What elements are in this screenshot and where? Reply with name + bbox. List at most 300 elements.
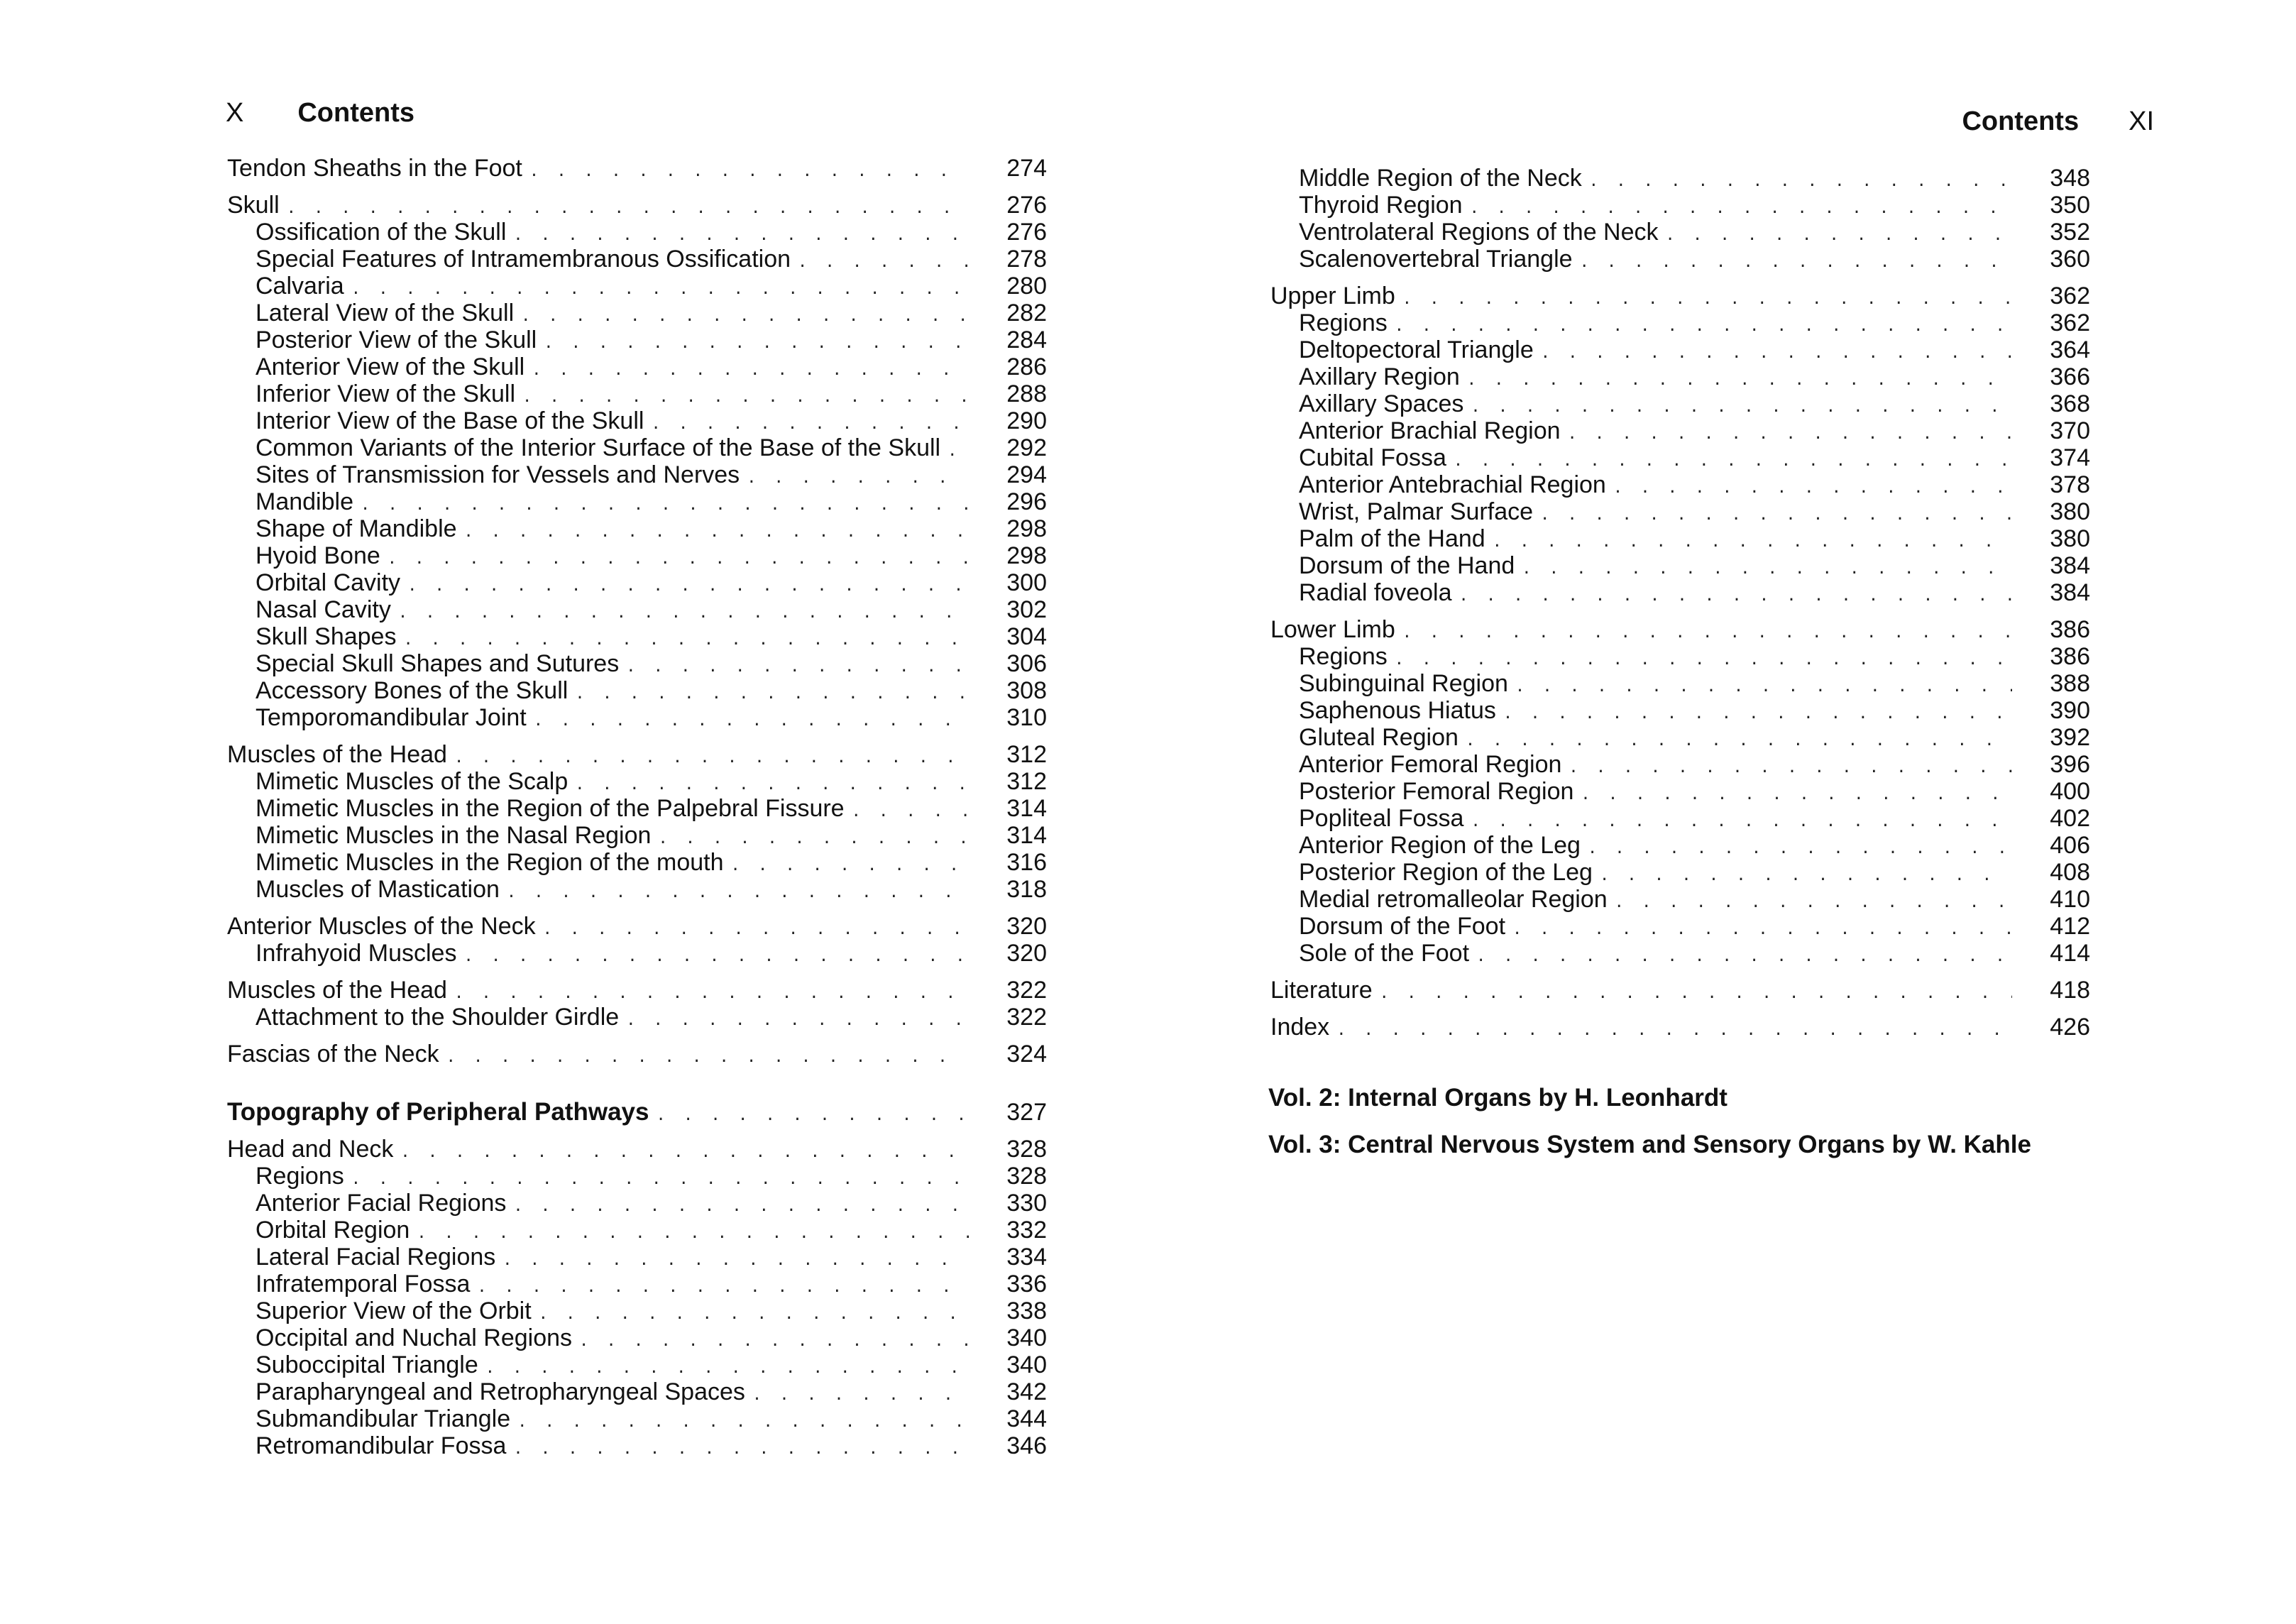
other-volumes (1268, 1085, 2031, 1178)
dot-leader (798, 249, 969, 276)
toc-entry (1270, 913, 2090, 940)
dot-leader (852, 799, 969, 825)
toc-entry (1270, 192, 2090, 219)
dot-leader (1515, 674, 2012, 701)
toc-entry (227, 650, 1047, 677)
entry-title: Lateral Facial Regions (256, 1244, 496, 1271)
entry-title: Orbital Region (256, 1217, 410, 1244)
toc-entry (227, 434, 1047, 461)
entry-page: 304 (1006, 623, 1047, 650)
toc-section (227, 741, 1047, 903)
toc-entry (227, 488, 1047, 515)
toc-entry (227, 300, 1047, 327)
toc-section (227, 155, 1047, 182)
toc-section-heading (1270, 1014, 2090, 1041)
entry-title: Saphenous Hiatus (1299, 697, 1496, 724)
entry-title: Anterior Brachial Region (1299, 417, 1561, 444)
toc-entry (227, 1405, 1047, 1432)
entry-page: 302 (1006, 596, 1047, 623)
dot-leader (534, 708, 969, 735)
toc-section-heading (227, 913, 1047, 940)
entry-title: Anterior Femoral Region (1299, 751, 1562, 778)
toc-entry (227, 246, 1047, 273)
entry-page: 334 (1006, 1244, 1047, 1271)
entry-page: 276 (1006, 192, 1047, 219)
toc-entry (227, 1378, 1047, 1405)
toc-entry (1270, 643, 2090, 670)
dot-leader (513, 1193, 969, 1220)
dot-leader (1588, 835, 2012, 862)
entry-page: 344 (1006, 1405, 1047, 1432)
entry-page: 384 (2050, 552, 2090, 579)
entry-title: Posterior Femoral Region (1299, 778, 1574, 805)
dot-leader (1615, 889, 2012, 916)
dot-leader (1402, 620, 2012, 647)
dot-leader (543, 916, 969, 943)
dot-leader (1336, 1017, 2012, 1044)
table-of-contents-left (227, 155, 1047, 1469)
entry-title: Radial foveola (1299, 579, 1452, 606)
entry-page: 368 (2050, 390, 2090, 417)
dot-leader (388, 546, 969, 573)
entry-page: 388 (2050, 670, 2090, 697)
entry-page: 276 (1006, 219, 1047, 246)
entry-page: 352 (2050, 219, 2090, 246)
toc-entry (1270, 552, 2090, 579)
entry-page: 288 (1006, 380, 1047, 407)
entry-title: Nasal Cavity (256, 596, 391, 623)
entry-page: 426 (2050, 1014, 2090, 1041)
entry-page: 322 (1006, 977, 1047, 1004)
entry-title: Anterior Facial Regions (256, 1190, 507, 1217)
entry-page: 350 (2050, 192, 2090, 219)
entry-title: Skull Shapes (256, 623, 397, 650)
entry-page: 412 (2050, 913, 2090, 940)
dot-leader (1380, 980, 2012, 1007)
dot-leader (747, 465, 969, 492)
toc-entry (227, 1004, 1047, 1031)
entry-title: Attachment to the Shoulder Girdle (256, 1004, 620, 1031)
entry-page: 308 (1006, 677, 1047, 704)
entry-page: 362 (2050, 282, 2090, 309)
entry-title: Index (1270, 1014, 1330, 1041)
entry-page: 286 (1006, 353, 1047, 380)
entry-page: 324 (1006, 1041, 1047, 1068)
toc-section-heading (227, 155, 1047, 182)
volume-reference: Vol. 3: Central Nervous System and Sensory Organs by W. Kahle (1268, 1131, 2031, 1158)
dot-leader (507, 879, 969, 906)
toc-entry (227, 461, 1047, 488)
dot-leader (477, 1274, 969, 1301)
entry-title: Dorsum of the Foot (1299, 913, 1506, 940)
toc-section-heading (1270, 616, 2090, 643)
toc-section (1270, 282, 2090, 606)
entry-page: 320 (1006, 913, 1047, 940)
toc-section-heading (227, 1136, 1047, 1163)
toc-entry (227, 940, 1047, 967)
entry-title: Interior View of the Base of the Skull (256, 407, 644, 434)
entry-page: 298 (1006, 542, 1047, 569)
entry-page: 386 (2050, 643, 2090, 670)
entry-page: 346 (1006, 1432, 1047, 1459)
toc-entry (1270, 444, 2090, 471)
entry-page: 400 (2050, 778, 2090, 805)
toc-entry (227, 273, 1047, 300)
toc-entry (227, 768, 1047, 795)
toc-entry (1270, 832, 2090, 859)
entry-title: Wrist, Palmar Surface (1299, 498, 1534, 525)
entry-page: 294 (1006, 461, 1047, 488)
entry-title: Occipital and Nuchal Regions (256, 1324, 573, 1351)
toc-entry (1270, 309, 2090, 336)
entry-page: 290 (1006, 407, 1047, 434)
entry-title: Regions (1299, 309, 1388, 336)
toc-entry (227, 1244, 1047, 1271)
dot-leader (539, 1301, 969, 1328)
entry-title: Axillary Region (1299, 363, 1460, 390)
toc-section-heading (1270, 282, 2090, 309)
entry-title: Regions (256, 1163, 344, 1190)
entry-title: Retromandibular Fossa (256, 1432, 507, 1459)
toc-entry (227, 1217, 1047, 1244)
toc-section-heading (227, 1099, 1047, 1126)
entry-title: Hyoid Bone (256, 542, 380, 569)
entry-title: Gluteal Region (1299, 724, 1459, 751)
entry-title: Inferior View of the Skull (256, 380, 515, 407)
toc-entry (1270, 165, 2090, 192)
dot-leader (1600, 862, 2012, 889)
dot-leader (1589, 168, 2012, 195)
toc-entry (227, 849, 1047, 876)
toc-entry (1270, 724, 2090, 751)
entry-page: 292 (1006, 434, 1047, 461)
dot-leader (464, 519, 969, 546)
entry-title: Infrahyoid Muscles (256, 940, 457, 967)
dot-leader (398, 600, 969, 627)
toc-section (227, 192, 1047, 731)
entry-page: 274 (1006, 155, 1047, 182)
toc-section (227, 1136, 1047, 1459)
entry-page: 312 (1006, 768, 1047, 795)
entry-title: Head and Neck (227, 1136, 394, 1163)
toc-continued-section (1270, 165, 2090, 273)
dot-leader (731, 852, 969, 879)
dot-leader (400, 1139, 969, 1166)
entry-title: Dorsum of the Hand (1299, 552, 1515, 579)
dot-leader (517, 1409, 969, 1436)
entry-page: 392 (2050, 724, 2090, 751)
toc-entry (227, 407, 1047, 434)
entry-title: Sole of the Foot (1299, 940, 1470, 967)
toc-entry (1270, 886, 2090, 913)
entry-page: 366 (2050, 363, 2090, 390)
dot-leader (656, 1102, 969, 1129)
dot-leader (1666, 222, 2012, 249)
entry-title: Anterior Muscles of the Neck (227, 913, 536, 940)
toc-entry (227, 1324, 1047, 1351)
toc-entry (227, 822, 1047, 849)
entry-title: Accessory Bones of the Skull (256, 677, 568, 704)
entry-page: 328 (1006, 1163, 1047, 1190)
page-title: Contents (297, 98, 415, 128)
entry-page: 408 (2050, 859, 2090, 886)
dot-leader (1581, 781, 2012, 808)
entry-page: 414 (2050, 940, 2090, 967)
dot-leader (1613, 475, 2012, 502)
entry-page: 316 (1006, 849, 1047, 876)
dot-leader (544, 330, 969, 357)
entry-title: Upper Limb (1270, 282, 1395, 309)
volume-reference: Vol. 2: Internal Organs by H. Leonhardt (1268, 1084, 1728, 1112)
dot-leader (521, 303, 969, 330)
toc-section-heading (227, 192, 1047, 219)
entry-page: 348 (2050, 165, 2090, 192)
entry-title: Literature (1270, 977, 1373, 1004)
dot-leader (1512, 916, 2012, 943)
entry-page: 384 (2050, 579, 2090, 606)
toc-section-heading (227, 741, 1047, 768)
entry-page: 298 (1006, 515, 1047, 542)
entry-page: 386 (2050, 616, 2090, 643)
entry-page: 364 (2050, 336, 2090, 363)
entry-page: 314 (1006, 822, 1047, 849)
entry-title: Palm of the Hand (1299, 525, 1485, 552)
toc-entry (1270, 498, 2090, 525)
entry-title: Mimetic Muscles in the Region of the mouth (256, 849, 724, 876)
toc-entry (227, 876, 1047, 903)
entry-title: Posterior Region of the Leg (1299, 859, 1593, 886)
entry-page: 330 (1006, 1190, 1047, 1217)
entry-page: 336 (1006, 1271, 1047, 1297)
entry-title: Mimetic Muscles in the Region of the Palpebral Fissure (256, 795, 845, 822)
entry-title: Muscles of the Head (227, 741, 447, 768)
left-page-header (226, 98, 414, 128)
table-of-contents-right (1270, 165, 2090, 1050)
toc-entry (227, 1163, 1047, 1190)
entry-page: 342 (1006, 1378, 1047, 1405)
entry-title: Thyroid Region (1299, 192, 1463, 219)
entry-page: 320 (1006, 940, 1047, 967)
toc-entry (1270, 336, 2090, 363)
entry-title: Lower Limb (1270, 616, 1395, 643)
entry-page: 374 (2050, 444, 2090, 471)
entry-title: Calvaria (256, 273, 344, 300)
entry-title: Middle Region of the Neck (1299, 165, 1582, 192)
entry-title: Sites of Transmission for Vessels and Nerves (256, 461, 740, 488)
page-title: Contents (1962, 106, 2080, 136)
toc-entry (227, 380, 1047, 407)
entry-page: 402 (2050, 805, 2090, 832)
entry-title: Special Features of Intramembranous Ossification (256, 246, 791, 273)
toc-section-heading (227, 977, 1047, 1004)
entry-title: Shape of Mandible (256, 515, 457, 542)
toc-entry (227, 623, 1047, 650)
entry-page: 410 (2050, 886, 2090, 913)
entry-title: Temporomandibular Joint (256, 704, 527, 731)
entry-title: Ossification of the Skull (256, 219, 507, 246)
dot-leader (1569, 755, 2012, 781)
toc-entry (227, 515, 1047, 542)
entry-title: Mimetic Muscles in the Nasal Region (256, 822, 652, 849)
entry-page: 312 (1006, 741, 1047, 768)
entry-title: Medial retromalleolar Region (1299, 886, 1608, 913)
toc-entry (227, 1190, 1047, 1217)
dot-leader (1580, 249, 2012, 276)
toc-entry (227, 353, 1047, 380)
entry-title: Anterior View of the Skull (256, 353, 525, 380)
entry-title: Mimetic Muscles of the Scalp (256, 768, 568, 795)
entry-title: Orbital Cavity (256, 569, 401, 596)
entry-page: 406 (2050, 832, 2090, 859)
entry-page: 318 (1006, 876, 1047, 903)
toc-entry (1270, 246, 2090, 273)
entry-title: Anterior Antebrachial Region (1299, 471, 1606, 498)
entry-page: 278 (1006, 246, 1047, 273)
dot-leader (626, 1007, 969, 1034)
dot-leader (1459, 583, 2012, 610)
entry-page: 296 (1006, 488, 1047, 515)
entry-title: Lateral View of the Skull (256, 300, 515, 327)
entry-page: 396 (2050, 751, 2090, 778)
entry-title: Axillary Spaces (1299, 390, 1464, 417)
toc-section (1270, 1014, 2090, 1041)
toc-section (227, 1041, 1047, 1068)
dot-leader (1540, 502, 2012, 529)
toc-entry (227, 704, 1047, 731)
entry-page: 362 (2050, 309, 2090, 336)
toc-entry (227, 1351, 1047, 1378)
page-number: X (226, 98, 244, 128)
entry-title: Skull (227, 192, 280, 219)
entry-page: 418 (2050, 977, 2090, 1004)
entry-title: Parapharyngeal and Retropharyngeal Spaces (256, 1378, 745, 1405)
entry-title: Posterior View of the Skull (256, 327, 537, 353)
dot-leader (626, 654, 969, 681)
entry-title: Subinguinal Region (1299, 670, 1508, 697)
dot-leader (1467, 367, 2012, 394)
entry-title: Common Variants of the Interior Surface of the Base of the Skull (256, 434, 941, 461)
dot-leader (1568, 421, 2012, 448)
entry-title: Infratemporal Fossa (256, 1271, 471, 1297)
toc-entry (1270, 940, 2090, 967)
dot-leader (579, 1328, 969, 1355)
entry-page: 380 (2050, 525, 2090, 552)
entry-page: 370 (2050, 417, 2090, 444)
toc-entry (1270, 751, 2090, 778)
dot-leader (513, 1436, 969, 1463)
entry-title: Special Skull Shapes and Sutures (256, 650, 620, 677)
entry-page: 360 (2050, 246, 2090, 273)
entry-page: 282 (1006, 300, 1047, 327)
entry-title: Submandibular Triangle (256, 1405, 511, 1432)
entry-page: 380 (2050, 498, 2090, 525)
toc-entry (1270, 219, 2090, 246)
entry-page: 390 (2050, 697, 2090, 724)
toc-entry (227, 1297, 1047, 1324)
entry-title: Ventrolateral Regions of the Neck (1299, 219, 1659, 246)
entry-page: 328 (1006, 1136, 1047, 1163)
dot-leader (417, 1220, 969, 1247)
toc-entry (227, 219, 1047, 246)
entry-page: 314 (1006, 795, 1047, 822)
toc-section (227, 913, 1047, 967)
entry-title: Tendon Sheaths in the Foot (227, 155, 522, 182)
toc-section-heading (1270, 977, 2090, 1004)
toc-entry (1270, 525, 2090, 552)
toc-entry (227, 569, 1047, 596)
toc-section (1270, 977, 2090, 1004)
entry-title: Fascias of the Neck (227, 1041, 439, 1068)
dot-leader (752, 1382, 969, 1409)
toc-entry (227, 327, 1047, 353)
toc-entry (1270, 670, 2090, 697)
toc-entry (1270, 805, 2090, 832)
entry-title: Mandible (256, 488, 353, 515)
dot-leader (407, 573, 969, 600)
entry-title: Regions (1299, 643, 1388, 670)
entry-title: Deltopectoral Triangle (1299, 336, 1534, 363)
dot-leader (446, 1044, 969, 1071)
dot-leader (575, 681, 969, 708)
dot-leader (532, 357, 969, 384)
toc-entry (1270, 697, 2090, 724)
entry-title: Anterior Region of the Leg (1299, 832, 1581, 859)
page-number: XI (2129, 106, 2154, 136)
dot-leader (1476, 943, 2012, 970)
toc-entry (1270, 417, 2090, 444)
entry-page: 338 (1006, 1297, 1047, 1324)
toc-entry (227, 677, 1047, 704)
dot-leader (1493, 529, 2012, 556)
toc-entry (1270, 390, 2090, 417)
entry-title: Suboccipital Triangle (256, 1351, 478, 1378)
toc-entry (1270, 859, 2090, 886)
entry-page: 306 (1006, 650, 1047, 677)
toc-entry (1270, 471, 2090, 498)
entry-title: Muscles of Mastication (256, 876, 500, 903)
toc-section (1270, 616, 2090, 967)
entry-page: 300 (1006, 569, 1047, 596)
entry-page: 332 (1006, 1217, 1047, 1244)
toc-entry (1270, 778, 2090, 805)
right-page (1148, 0, 2296, 1624)
entry-title: Topography of Peripheral Pathways (227, 1098, 649, 1126)
dot-leader (1522, 556, 2012, 583)
entry-page: 284 (1006, 327, 1047, 353)
toc-entry (227, 596, 1047, 623)
dot-leader (1503, 701, 2012, 728)
right-page-header (1962, 106, 2154, 137)
toc-entry (1270, 363, 2090, 390)
toc-entry (1270, 579, 2090, 606)
entry-page: 340 (1006, 1324, 1047, 1351)
entry-page: 322 (1006, 1004, 1047, 1031)
entry-title: Popliteal Fossa (1299, 805, 1464, 832)
dot-leader (947, 438, 969, 465)
entry-page: 378 (2050, 471, 2090, 498)
entry-title: Superior View of the Orbit (256, 1297, 532, 1324)
toc-entry (227, 1271, 1047, 1297)
toc-section (227, 977, 1047, 1031)
toc-entry (227, 542, 1047, 569)
toc-section-heading (227, 1041, 1047, 1068)
entry-page: 327 (1006, 1099, 1047, 1126)
dot-leader (463, 943, 969, 970)
entry-page: 340 (1006, 1351, 1047, 1378)
entry-page: 310 (1006, 704, 1047, 731)
entry-title: Scalenovertebral Triangle (1299, 246, 1573, 273)
toc-section (227, 1099, 1047, 1126)
